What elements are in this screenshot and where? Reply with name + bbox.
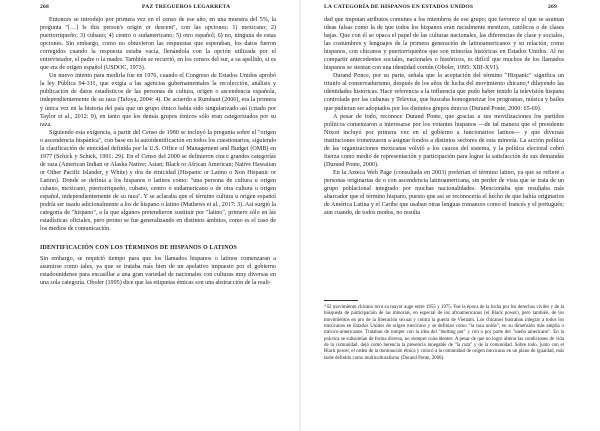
paragraph: Entonces se introdujo por primera vez en el censo de ese año, en una muestra del 5%, la pregunta "[…] Is this person's origin or descent", con las opciones: 1) mexicano; 2) puertorriqueño; 3) cubano; 4) centro o sudamericano; 5) otro español; 6) no, ninguna de estas opciones. Sin embargo, como no obtuvieron las respuestas que esperaban, los datos fueron corregidos cuando la respuesta estaba vacía, llenándola con la opción utilizada por el entrevistador, el padre o la madre. También se recurrió, en los censos del sur, a su apellido, si es que era de origen español (USDOC, 1973). bbox=[40, 17, 276, 72]
page-number: 269 bbox=[548, 4, 557, 10]
left-page-body bbox=[40, 16, 276, 288]
section-heading: IDENTIFICACIÓN CON LOS TÉRMINOS DE HISPANOS O LATINOS bbox=[40, 245, 238, 252]
paragraph: Sin embargo, se requirió tiempo para que los llamados hispanos o latinos comenzaran a asumirse como tales, ya que se trataba más bien de un apelativo impuesto por el gobierno estadounidense para encasillar a una gran variedad de nacionales con culturas muy diversas en una sola categoría. Oboler (1995) dice que las etiquetas étnicas son una abstracción de la reali- bbox=[40, 256, 276, 287]
paragraph: En la Azteca Web Page (consultada en 2003) preferían el término latino, ya que se refiere a personas originarias de o con ascendencia latinoamericana, sin perder de vista que se trata de un grupo poblacional integrado por muchas nacionalidades. Mencionaba que resultaba más abarcador que el término hispano, puesto que así se reconocería el hecho de que había originarios de América Latina y el Caribe que usaban otras lenguas romances como el francés y el portugués; aun cuando, de todos modos, no resulta bbox=[324, 169, 564, 217]
paragraph: Un nuevo intento para medirla fue en 1976, cuando el Congreso de Estados Unidos aprobó la ley Pública 94-311, que exigía a las agencias gubernamentales la recolección, análisis y publicación de datos estadísticos de las personas de cultura, origen o ascendencia española, independientemente de su raza (Tafoya, 2004: 4). De acuerdo a Rumbaut (2006), era la primera y única vez en la historia del país que un grupo étnico había sido singularizado así (citado por Taylor et al., 2012: 9), en tanto que los demás grupos étnicos sólo eran categorizados por su raza. bbox=[40, 73, 276, 128]
footnotes bbox=[324, 305, 564, 362]
paragraph: A pesar de todo, reconoce Durand Ponte, que gracias a sus movilizaciones los partidos políticos comenzaron a interesarse por los votantes hispanos —de tal manera que el presidente Nixon incluyó por primera vez en el gobierno a funcionarios latinos— y que diversas instituciones comenzaron a asignar fondos a distintos sectores de esta minoría. La acción política de las organizaciones mexicanas volvió a los cauces del sistema, y la política electoral cobró fuerza como medio de representación y participación para lograr la satisfacción de sus demandas (Durand Ponte, 2000). bbox=[324, 113, 564, 168]
paragraph: Siguiendo esta exigencia, a partir del Censo de 1980 se incluyó la pregunta sobre el "origen o ascendencia hispánica", con base en la autoidentificación en todos los cuestionarios, siguiendo la clasificación de etnicidad definida por la U.S. Office of Management and Budget (OMB) en 1977 (Schick y Schick, 1991: 29). En el Censo del 2000 se definieron cinco grandes categorías de raza (American Indian or Alaska Native; Asian; Black or African American; Native Hawaiian or Other Pacific Islander, y White) y dos de etnicidad (Hispanic or Latino o Non Hispanic or Latino). Donde se definía a los hispanos o latinos como: "una persona de cultura u origen cubano, mexicano, puertorriqueño, cubano, centro o sudamericano o de otra cultura u origen español, independientemente de su raza". Y se aclaraba que el término cultura u origen español podría ser usado adicionalmente a los de hispano o latino (Mathews et al., 2017: 3). Así surgió la categoría de "hispano", a la que algunos pretendieron sustituir por "latino", primero sólo en las estadísticas oficiales, pero pronto se fue generalizando en distintos ámbitos, como es el caso de los medios de comunicación. bbox=[40, 129, 276, 233]
page-number: 268 bbox=[40, 4, 49, 10]
right-page-body bbox=[324, 16, 564, 217]
footnote-rule bbox=[324, 300, 358, 301]
paragraph: dad que imputan atributos comunes a los miembros de ese grupo; que favorece el que se asuman ideas falsas como la de que todos los hispanos eran racialmente mestizos, católicos o de clases bajas. Que con él se opaca el papel de las culturas nacionales, las diferencias de clase y sociales, las costumbres y lenguajes de la primera generación de latinoamericanos y su relación, como hispanos, con chicanos y puertorriqueños que son minorías históricas en Estados Unidos. Al no compartir antecedentes sociales, nacionales o históricos, es difícil que muchos de los llamados hispanos se sientan con una identidad común (Oboler, 1995: XIII-XVI). bbox=[324, 17, 564, 72]
right-page bbox=[300, 0, 600, 431]
running-head: LA CATEGORÍA DE HISPANOS EN ESTADOS UNIDOS bbox=[324, 4, 474, 10]
footnote: ⁴ El movimiento chicano tuvo su mayor auge entre 1955 y 1975. Fue la época de la lucha por los derechos civiles y de la búsqueda de participación de las minorías, en especial de los afroamericanos (el Black power), pero también, de los movimientos en pro de la liberación sexual y contra la guerra de Vietnam. Los chicanos buscaban integrar a todos los mexicanos en Estados Unidos de origen mexicano y se definían como "la raza unida"; en su dimensión más amplia o méxico-americanos. Trataban de romper con la idea del "melting pot" y con o por parte del "sueño americano". En la práctica se subsumían de forma diversa, no siempre coincidentes. A pesar de que no logró alterar las condiciones de vida de la comunidad, dejó como herencia la presencia innegable de "la raza" y de la comunidad. Sobre todo, junto con el Black power, el orden de la dominación étnica y colocó a la comunidad de origen mexicano en un plano de igualdad, más tarde definido como multiculturalismo (Durand Ponte, 2000). bbox=[324, 305, 564, 361]
paragraph: Durand Ponce, por su parte, señala que la aceptación del término "Hispanic" significa un triunfo al conservadurismo, después de los años de lucha del movimiento chicano,⁴ diluyendo las identidades históricas. Hace referencia a la influencia que pudo haber tenido la televisión hispana controlada por las cubanas y Televisa, que buscaba homogeneizar los programas, música y bailes que pudieran ser adoptados por los distintos grupos étnicos (Durand Ponte, 2000: 65-69). bbox=[324, 73, 564, 112]
running-head: PAZ TREGUEROS LEGARRETA bbox=[142, 4, 231, 10]
